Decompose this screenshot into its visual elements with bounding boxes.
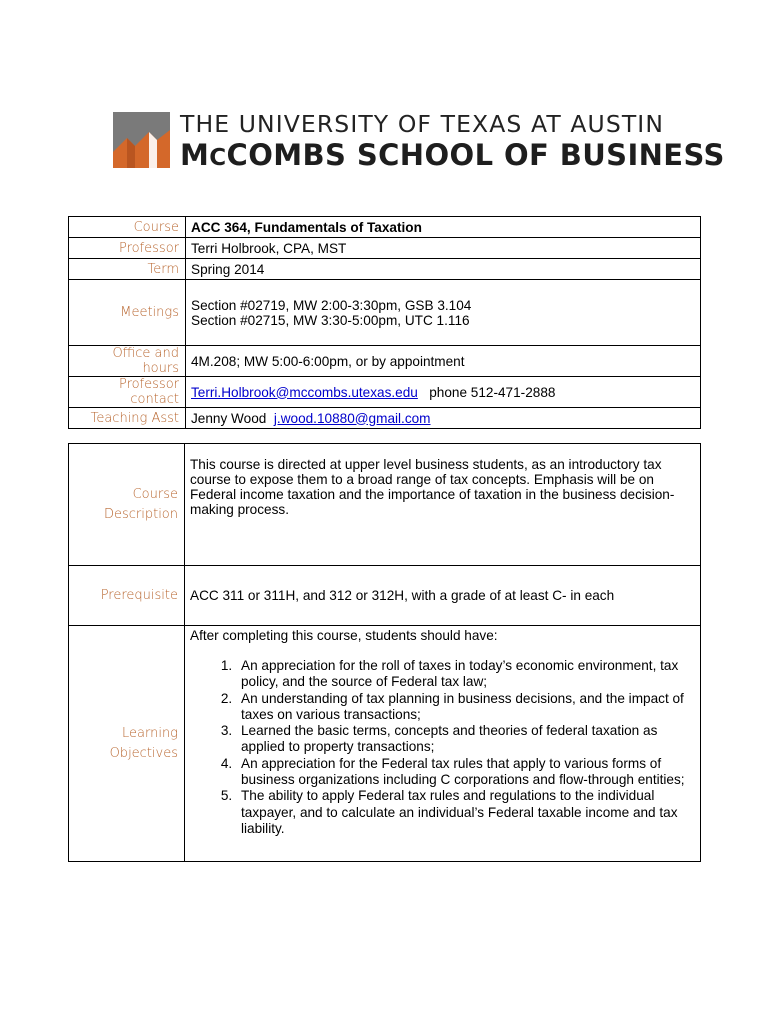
objectives-list xyxy=(190,658,695,837)
professor-phone: phone 512-471-2888 xyxy=(429,384,556,400)
professor-row xyxy=(69,238,701,259)
course-value: ACC 364, Fundamentals of Taxation xyxy=(186,217,701,238)
objectives-row xyxy=(69,626,701,862)
course-row xyxy=(69,217,701,238)
contact-row xyxy=(69,377,701,408)
description-text: This course is directed at upper level business students, as an introductory tax course to expose them to a broad range of tax concepts. Emphasis will be on Federal income taxation and the importance of taxation in the business decision-making process. xyxy=(185,444,701,566)
office-row xyxy=(69,346,701,377)
contact-value xyxy=(186,377,701,408)
objectives-intro: After completing this course, students should have: xyxy=(190,628,498,643)
ta-name: Jenny Wood xyxy=(191,410,267,426)
course-info-table xyxy=(68,216,701,429)
ta-label: Teaching Asst xyxy=(69,408,186,429)
ta-value xyxy=(186,408,701,429)
university-name: THE UNIVERSITY OF TEXAS AT AUSTIN xyxy=(180,110,665,138)
list-item: 2. An understanding of tax planning in business decisions, and the impact of taxes on various transactions; xyxy=(236,691,695,724)
term-value: Spring 2014 xyxy=(186,259,701,280)
list-item: 1. An appreciation for the roll of taxes in today’s economic environment, tax policy, and the source of Federal tax law; xyxy=(236,658,695,691)
list-item: 3. Learned the basic terms, concepts and theories of federal taxation as applied to property transactions; xyxy=(236,723,695,756)
prerequisite-label: Prerequisite xyxy=(69,566,185,626)
description-row xyxy=(69,444,701,566)
term-label: Term xyxy=(69,259,186,280)
meeting-section-1: Section #02719, MW 2:00-3:30pm, GSB 3.104 xyxy=(191,297,472,313)
meeting-section-2: Section #02715, MW 3:30-5:00pm, UTC 1.116 xyxy=(191,312,470,328)
professor-email-link[interactable]: Terri.Holbrook@mccombs.utexas.edu xyxy=(191,384,418,400)
school-name: MCCOMBS SCHOOL OF BUSINESS xyxy=(180,138,725,172)
professor-value: Terri Holbrook, CPA, MST xyxy=(186,238,701,259)
ta-email-link[interactable]: j.wood.10880@gmail.com xyxy=(273,410,431,426)
professor-label: Professor xyxy=(69,238,186,259)
ut-tower-logo-icon xyxy=(113,112,170,168)
meetings-value xyxy=(186,280,701,346)
meetings-label: Meetings xyxy=(69,280,186,346)
objectives-label: Learning Objectives xyxy=(69,626,185,862)
ta-row xyxy=(69,408,701,429)
list-item: 5. The ability to apply Federal tax rules and regulations to the individual taxpayer, and to calculate an individual’s Federal taxable income and tax liability. xyxy=(236,788,695,837)
objectives-content xyxy=(185,626,701,862)
description-label: Course Description xyxy=(69,444,185,566)
contact-label: Professor contact xyxy=(69,377,186,408)
office-label: Office and hours xyxy=(69,346,186,377)
meetings-row xyxy=(69,280,701,346)
list-item: 4. An appreciation for the Federal tax rules that apply to various forms of business organizations including C corporations and flow-through entities; xyxy=(236,756,695,789)
office-value: 4M.208; MW 5:00-6:00pm, or by appointment xyxy=(186,346,701,377)
term-row xyxy=(69,259,701,280)
course-detail-table xyxy=(68,443,701,862)
prerequisite-text: ACC 311 or 311H, and 312 or 312H, with a grade of at least C- in each xyxy=(185,566,701,626)
prerequisite-row xyxy=(69,566,701,626)
course-label: Course xyxy=(69,217,186,238)
